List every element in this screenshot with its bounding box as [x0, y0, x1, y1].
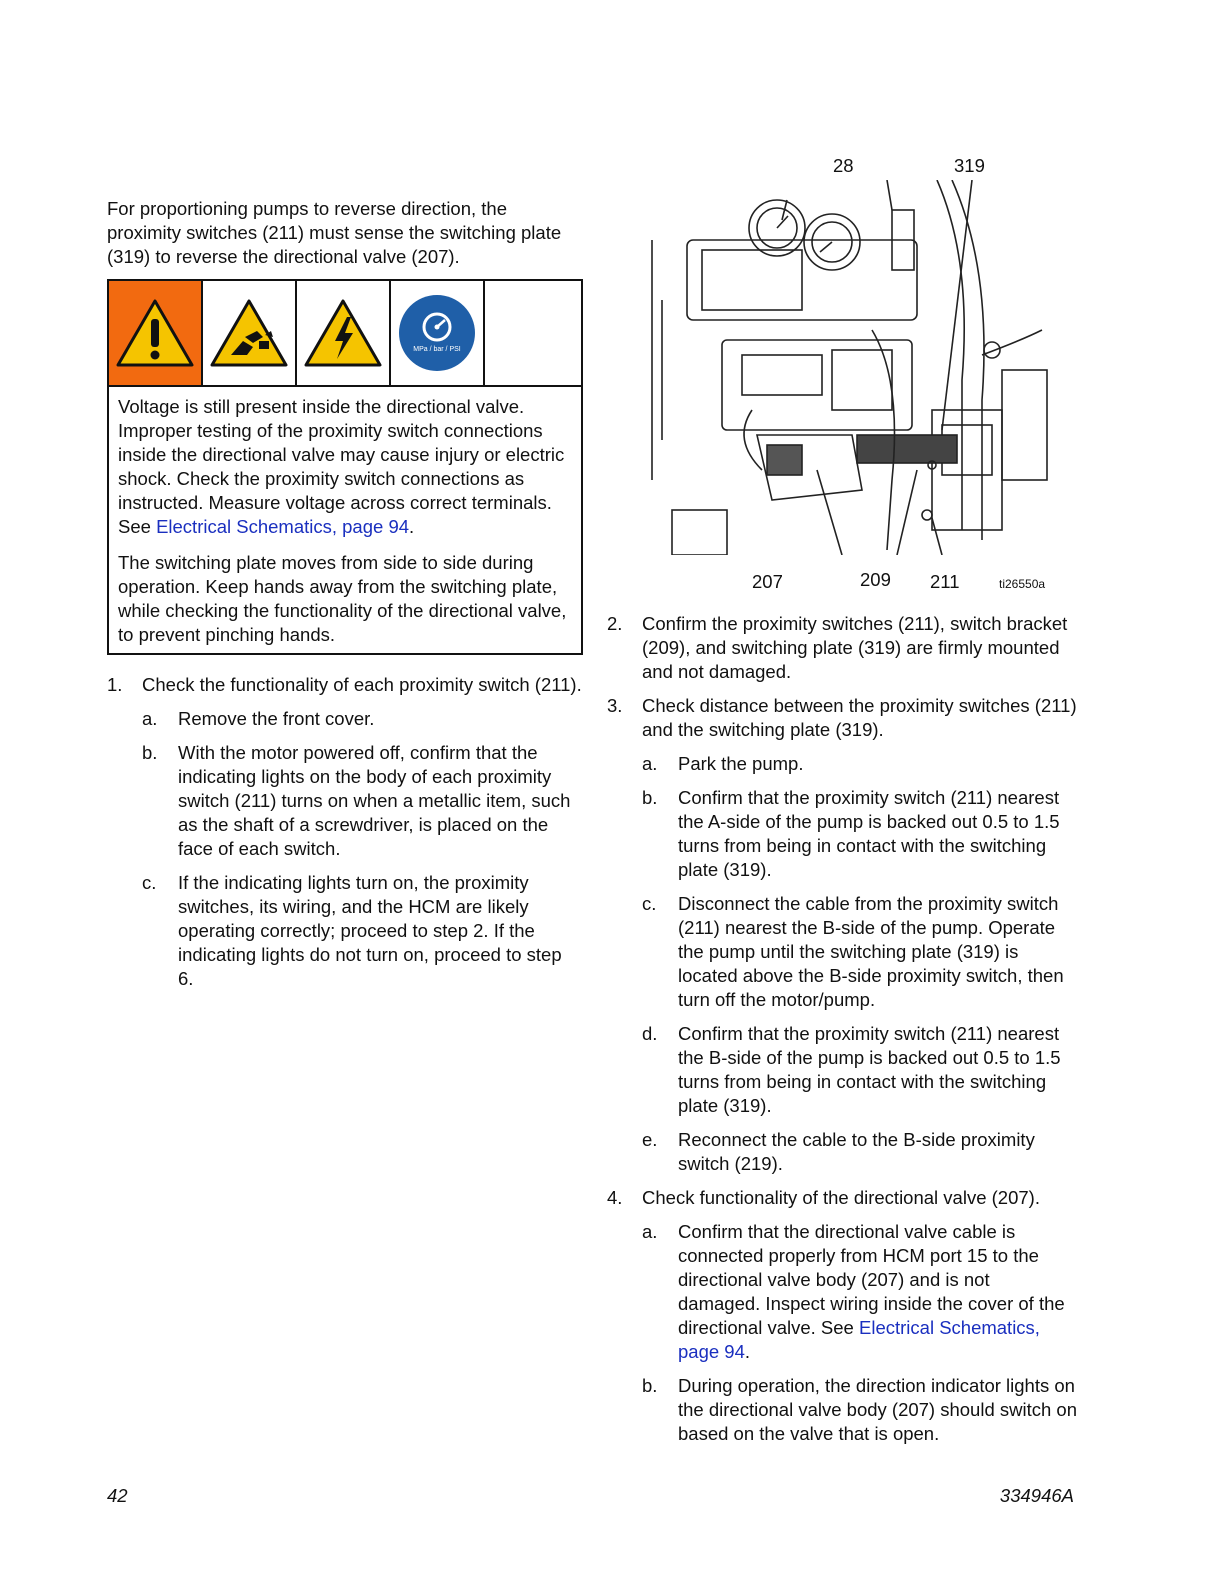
- step-number: 1.: [107, 674, 123, 695]
- substep-3b: [642, 786, 1077, 882]
- pump-illustration: [642, 180, 1052, 555]
- warning-empty-cell: [485, 281, 581, 385]
- substep-4a: [642, 1220, 1077, 1364]
- substep-letter: d.: [642, 1023, 658, 1044]
- right-column: [607, 150, 1077, 1456]
- step-number: 2.: [607, 613, 623, 634]
- step-text: Check functionality of the directional valve (207).: [642, 1187, 1040, 1208]
- step-1: [107, 673, 582, 991]
- substep-4b: [642, 1374, 1077, 1446]
- substep-3a: [642, 752, 1077, 776]
- warning-voltage-text: Voltage is still present inside the directional valve. Improper testing of the proximity switch connections inside the directional valve may cause injury or electric shock. Check the proximity switch connections as instructed. Measure voltage across correct terminals. See: [118, 396, 565, 537]
- substep-3e: [642, 1128, 1077, 1176]
- warning-paragraph-voltage: [118, 395, 573, 539]
- step-text: Check the functionality of each proximity switch (211).: [142, 674, 582, 695]
- substep-letter: e.: [642, 1129, 658, 1150]
- pressure-icon-text: MPa / bar / PSI: [413, 346, 461, 353]
- substep-text: During operation, the direction indicator lights on the directional valve body (207) should switch on based on the valve that is open.: [678, 1375, 1078, 1444]
- substep-3d: [642, 1022, 1077, 1118]
- substep-letter: c.: [142, 872, 157, 893]
- pressure-relief-icon: [391, 281, 485, 385]
- step-text: Confirm the proximity switches (211), switch bracket (209), and switching plate (319) are firmly mounted and not damaged.: [642, 613, 1068, 682]
- substep-1a: [142, 707, 582, 731]
- warning-box: [107, 279, 583, 655]
- warning-paragraph-pinch: The switching plate moves from side to side during operation. Keep hands away from the switching plate, while checking the functionality of the directional valve, to prevent pinching hands.: [118, 552, 567, 645]
- substep-text: If the indicating lights turn on, the proximity switches, its wiring, and the HCM are likely operating correctly; proceed to step 2. If the indicating lights do not turn on, proceed to step 6.: [178, 872, 562, 989]
- intro-paragraph: For proportioning pumps to reverse direction, the proximity switches (211) must sense the switching plate (319) to reverse the directional valve (207).: [107, 198, 562, 267]
- steps-left: [107, 673, 582, 991]
- substep-1b: [142, 741, 582, 861]
- warning-icon-row: [109, 281, 581, 387]
- electric-shock-icon: [297, 281, 391, 385]
- substep-letter: c.: [642, 893, 657, 914]
- document-number: 334946A: [999, 1485, 1074, 1506]
- step-3: [607, 694, 1077, 1176]
- substep-letter: a.: [642, 1221, 658, 1242]
- substep-text: Park the pump.: [678, 753, 804, 774]
- step-number: 3.: [607, 695, 623, 716]
- callout-28: 28: [833, 155, 854, 176]
- pinch-hazard-icon: [203, 281, 297, 385]
- callout-209: 209: [860, 569, 891, 590]
- callout-207: 207: [752, 571, 783, 592]
- substep-text: Remove the front cover.: [178, 708, 375, 729]
- substep-text: Reconnect the cable to the B-side proximity switch (219).: [678, 1129, 1035, 1174]
- electrical-schematics-link[interactable]: Electrical Schematics, page 94: [156, 516, 410, 537]
- warning-text: [109, 387, 581, 653]
- substep-letter: a.: [142, 708, 158, 729]
- callout-211: 211: [930, 571, 960, 592]
- callout-319: 319: [954, 155, 985, 176]
- warning-voltage-end: .: [409, 516, 415, 537]
- page-number: 42: [107, 1485, 128, 1506]
- step-2: [607, 612, 1077, 684]
- left-column: [107, 197, 582, 1001]
- substep-text: With the motor powered off, confirm that the indicating lights on the body of each proximity switch (211) turns on when a metallic item, such as the shaft of a screwdriver, is placed on the face of each switch.: [178, 742, 571, 859]
- substep-letter: b.: [142, 742, 158, 763]
- substep-3c: [642, 892, 1077, 1012]
- electrical-schematics-link-2[interactable]: Electrical Schematics, page 94: [678, 1317, 1040, 1362]
- step-number: 4.: [607, 1187, 623, 1208]
- pump-figure: [607, 150, 1077, 600]
- substep-letter: b.: [642, 1375, 658, 1396]
- substep-text: Disconnect the cable from the proximity switch (211) nearest the B-side of the pump. Operate the pump until the switching plate (319) is located above the B-side proximity switch, then turn off the motor/pump.: [678, 893, 1064, 1010]
- substep-text: Confirm that the proximity switch (211) nearest the B-side of the pump is backed out 0.5 to 1.5 turns from being in contact with the switching plate (319).: [678, 1023, 1061, 1116]
- step-4: [607, 1186, 1077, 1446]
- substep-end: .: [744, 1341, 751, 1362]
- step-text: Check distance between the proximity switches (211) and the switching plate (319).: [642, 695, 1077, 740]
- substep-text: Confirm that the directional valve cable is connected properly from HCM port 15 to the directional valve body (207) and is not damaged. Inspect wiring inside the cover of the directional valve. See: [678, 1221, 1065, 1338]
- substep-text: Confirm that the proximity switch (211) nearest the A-side of the pump is backed out 0.5 to 1.5 turns from being in contact with the switching plate (319).: [678, 787, 1060, 880]
- figure-id: ti26550a: [999, 577, 1046, 591]
- steps-right: [607, 612, 1077, 1446]
- substep-letter: b.: [642, 787, 658, 808]
- substep-1c: [142, 871, 582, 991]
- general-warning-icon: [109, 281, 203, 385]
- substep-letter: a.: [642, 753, 658, 774]
